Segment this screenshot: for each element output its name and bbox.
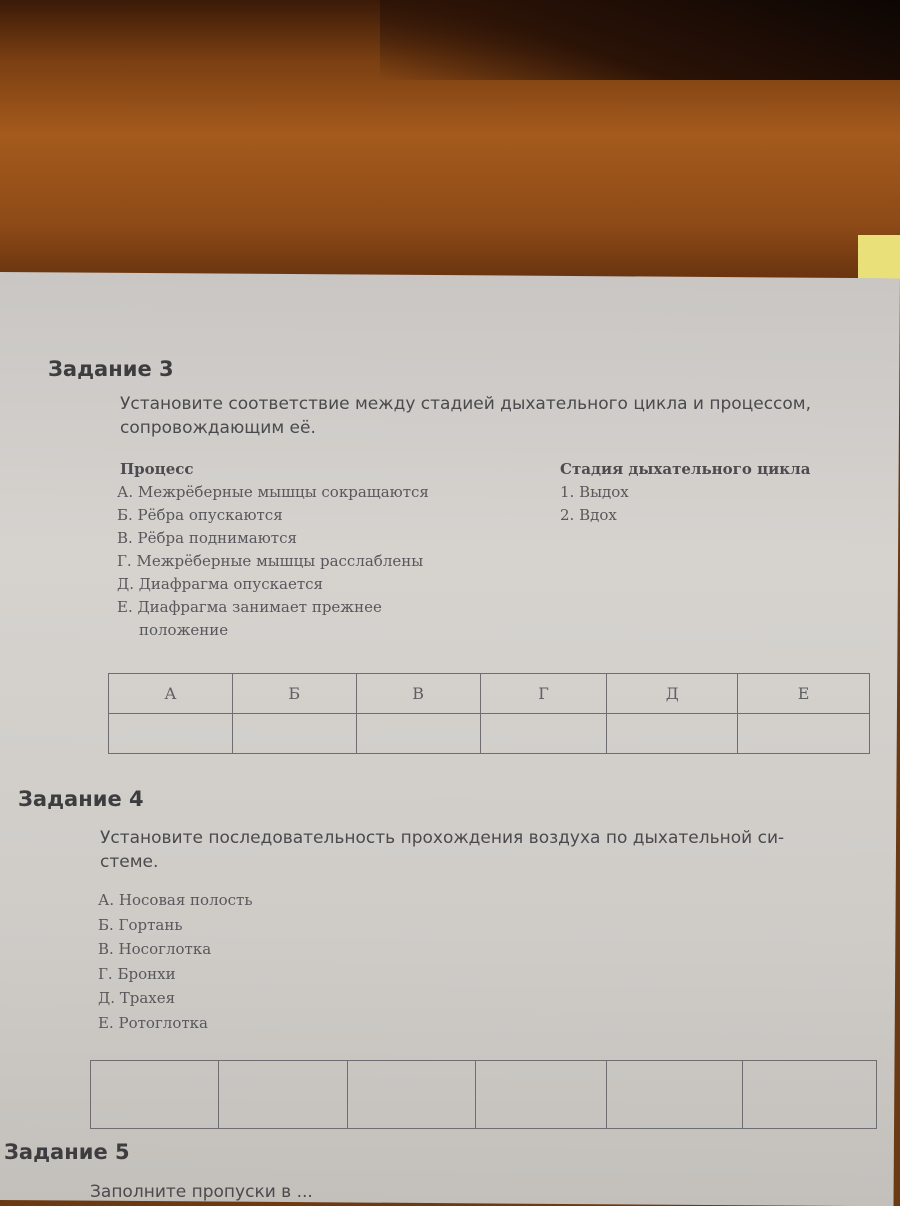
process-item-b: Б. Рёбра опускаются (117, 506, 283, 524)
task4-heading: Задание 4 (18, 787, 144, 811)
letter-cell-b: Б (232, 674, 356, 714)
stage-header: Стадия дыхательного цикла (560, 460, 811, 478)
sequence-cell-6[interactable] (743, 1061, 877, 1129)
sequence-cell-2[interactable] (218, 1061, 347, 1129)
airway-list (98, 888, 253, 1035)
process-header: Процесс (120, 460, 194, 478)
stage-item-inhale: 2. Вдох (560, 506, 617, 524)
process-item-a: А. Межрёберные мышцы сокращаются (117, 483, 429, 501)
letter-cell-d: Д (607, 674, 738, 714)
task3-instruction-line1: Установите соответствие между стадией дыхательного цикла и процессом, (120, 394, 812, 414)
answer-cell-e[interactable] (738, 714, 870, 754)
process-item-e-continued: положение (139, 621, 229, 639)
stage-list (560, 481, 629, 527)
process-item-e: Е. Диафрагма занимает прежнее (117, 598, 382, 616)
process-item-g: Г. Межрёберные мышцы расслаблены (117, 552, 424, 570)
letter-cell-a: А (109, 674, 233, 714)
answer-cell-d[interactable] (607, 714, 738, 754)
sequence-cell-4[interactable] (476, 1061, 607, 1129)
task4-instruction (100, 826, 784, 874)
task4-sequence-row (91, 1061, 877, 1129)
letter-cell-v: В (356, 674, 480, 714)
sequence-cell-5[interactable] (607, 1061, 743, 1129)
airway-item-e: Е. Ротоглотка (98, 1013, 208, 1032)
process-item-d: Д. Диафрагма опускается (117, 575, 324, 593)
answer-cell-g[interactable] (480, 714, 607, 754)
answer-cell-a[interactable] (109, 714, 233, 754)
stage-item-exhale: 1. Выдох (560, 483, 629, 501)
task5-instruction: Заполните пропуски в ... (90, 1182, 313, 1202)
sequence-cell-1[interactable] (91, 1061, 219, 1129)
task3-instruction (120, 392, 811, 440)
airway-item-g: Г. Бронхи (98, 964, 176, 983)
airway-item-a: А. Носовая полость (98, 891, 253, 909)
task4-instruction-line2: стеме. (100, 852, 159, 872)
process-list (117, 481, 429, 642)
airway-item-v: В. Носоглотка (98, 940, 212, 958)
answer-cell-b[interactable] (232, 714, 356, 754)
letter-cell-g: Г (480, 674, 607, 714)
task3-answer-table (108, 673, 870, 754)
letter-cell-e: Е (738, 674, 870, 714)
process-item-v: В. Рёбра поднимаются (117, 529, 297, 547)
task3-answers-row (109, 714, 870, 754)
task4-instruction-line1: Установите последовательность прохождения воздуха по дыхательной си- (100, 828, 785, 848)
airway-item-b: Б. Гортань (98, 915, 183, 934)
task3-instruction-line2: сопровождающим её. (120, 418, 316, 438)
task4-answer-table (90, 1060, 877, 1129)
task3-letters-row (109, 674, 870, 714)
sequence-cell-3[interactable] (347, 1061, 476, 1129)
task3-heading: Задание 3 (48, 357, 174, 381)
airway-item-d: Д. Трахея (98, 989, 176, 1007)
task5-heading: Задание 5 (4, 1140, 130, 1164)
answer-cell-v[interactable] (356, 714, 480, 754)
